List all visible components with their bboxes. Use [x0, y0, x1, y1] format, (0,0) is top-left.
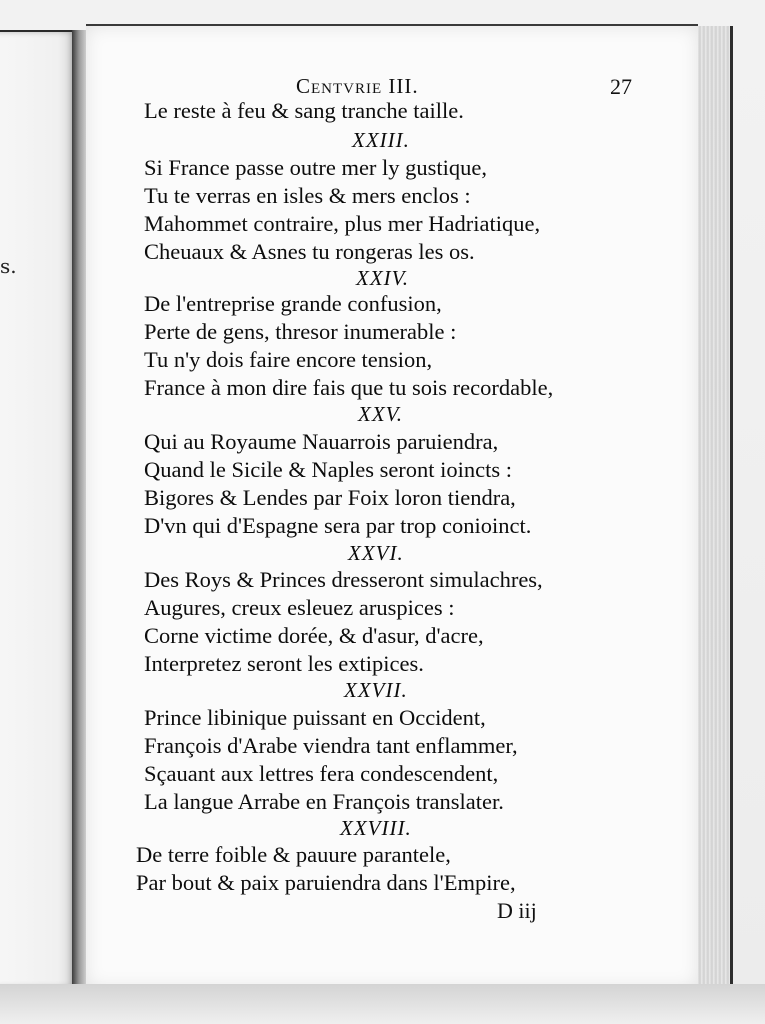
quatrain-numeral: XXIII.: [352, 128, 410, 152]
page-edges: [694, 26, 733, 984]
page-number: 27: [610, 74, 632, 99]
quatrain-numeral: XXVI.: [348, 541, 404, 565]
verse-line: Qui au Royaume Nauarrois paruiendra,: [144, 429, 499, 454]
opening-line: Le reste à feu & sang tranche taille.: [144, 98, 464, 123]
verse-line: Interpretez seront les extipices.: [144, 651, 424, 676]
verse-line: Par bout & paix paruiendra dans l'Empire,: [136, 870, 516, 895]
signature-mark: D iij: [497, 898, 537, 923]
verse-line: François d'Arabe viendra tant enflammer,: [144, 733, 518, 758]
verse-line: Si France passe outre mer ly gustique,: [144, 155, 488, 180]
quatrain-numeral: XXV.: [358, 402, 404, 426]
verse-line: Bigores & Lendes par Foix loron tiendra,: [144, 485, 516, 510]
verse-line: Tu te verras en isles & mers enclos :: [144, 183, 471, 208]
verse-line: Prince libinique puissant en Occident,: [144, 705, 486, 730]
verse-line: D'vn qui d'Espagne sera par trop conioinct.: [144, 513, 532, 538]
quatrain-numeral: XXVIII.: [340, 816, 412, 840]
verse-line: Augures, creux esleuez aruspices :: [144, 595, 455, 620]
verse-line: France à mon dire fais que tu sois recordable,: [144, 375, 554, 400]
verse-line: Perte de gens, thresor inumerable :: [144, 319, 457, 344]
verse-line: Mahommet contraire, plus mer Hadriatique,: [144, 211, 541, 236]
verse-line: De l'entreprise grande confusion,: [144, 291, 442, 316]
left-page-fragment: [0, 30, 76, 987]
quatrain-numeral: XXVII.: [344, 678, 408, 702]
scan-bottom-margin: [0, 984, 765, 1024]
verse-line: La langue Arrabe en François translater.: [144, 789, 504, 814]
verse-line: Des Roys & Princes dresseront simulachres,: [144, 567, 543, 592]
verse-line: Cheuaux & Asnes tu rongeras les os.: [144, 239, 475, 264]
running-head: Centvrie III.: [296, 74, 419, 98]
verse-line: De terre foible & pauure parantele,: [136, 842, 451, 867]
quatrain-numeral: XXIV.: [356, 266, 410, 290]
left-page-text-fragment: s.: [0, 254, 17, 278]
verse-line: Corne victime dorée, & d'asur, d'acre,: [144, 623, 484, 648]
verse-line: Tu n'y dois faire encore tension,: [144, 347, 433, 372]
verse-line: Sçauant aux lettres fera condescendent,: [144, 761, 499, 786]
verse-line: Quand le Sicile & Naples seront ioincts :: [144, 457, 513, 482]
